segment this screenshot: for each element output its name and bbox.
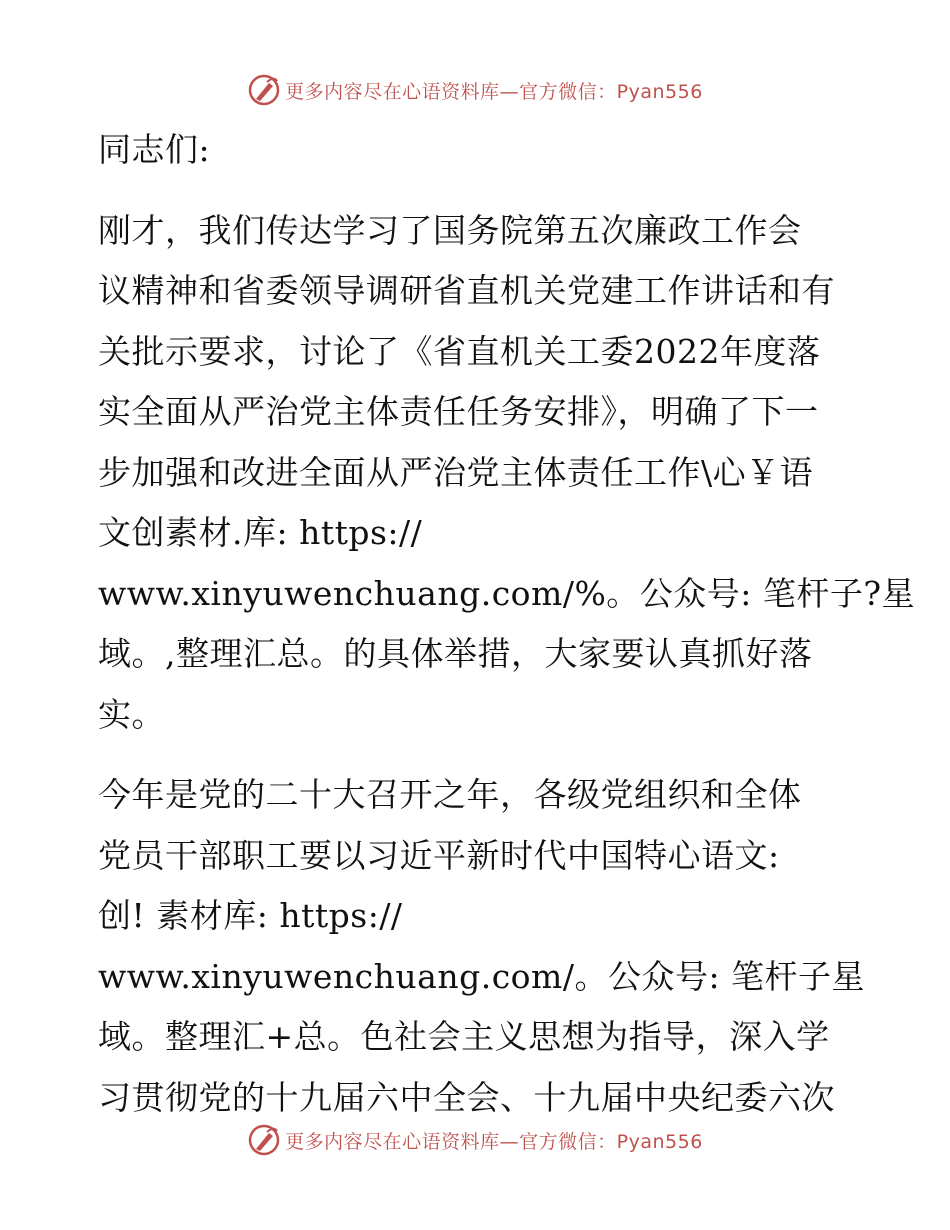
paragraph-2 bbox=[98, 765, 866, 1128]
document-body bbox=[98, 120, 916, 1128]
paragraph-line: 习贯彻党的十九届六中全会、十九届中央纪委六次 bbox=[98, 1077, 835, 1117]
paragraph-line: 创! 素材库: https:// bbox=[98, 896, 403, 935]
paragraph-line: 域。整理汇+总。色社会主义思想为指导，深入学 bbox=[98, 1017, 830, 1056]
paragraph-1 bbox=[98, 201, 916, 746]
paragraph-line: 刚才，我们传达学习了国务院第五次廉政工作会 bbox=[98, 210, 802, 250]
paragraph-line: 今年是党的二十大召开之年，各级党组织和全体 bbox=[98, 775, 802, 814]
pen-logo-icon bbox=[247, 1123, 281, 1157]
paragraph-line: 议精神和省委领导调研省直机关党建工作讲话和有 bbox=[98, 271, 835, 310]
paragraph-line: 关批示要求，讨论了《省直机关工委2022年度落 bbox=[98, 331, 821, 371]
paragraph-line: 实。 bbox=[98, 694, 165, 734]
paragraph-line: 实全面从严治党主体责任任务安排》，明确了下一 bbox=[98, 392, 819, 431]
pen-logo-icon bbox=[247, 73, 281, 107]
salutation: 同志们: bbox=[98, 130, 211, 169]
paragraph-line: www.xinyuwenchuang.com/。公众号: 笔杆子星 bbox=[98, 956, 866, 996]
footer-watermark bbox=[0, 1120, 950, 1160]
paragraph-line: www.xinyuwenchuang.com/%。公众号: 笔杆子?星 bbox=[98, 573, 916, 613]
paragraph-line: 步加强和改进全面从严治党主体责任工作\心￥语 bbox=[98, 452, 814, 492]
header-watermark bbox=[0, 70, 950, 110]
paragraph-line: 党员干部职工要以习近平新时代中国特心语文: bbox=[98, 835, 780, 875]
paragraph-line: 域。,整理汇总。的具体举措，大家要认真抓好落 bbox=[98, 634, 813, 673]
header-watermark-text: 更多内容尽在心语资料库—官方微信：Pyan556 bbox=[285, 80, 703, 103]
paragraph-line: 文创素材.库: https:// bbox=[98, 513, 423, 552]
footer-watermark-text: 更多内容尽在心语资料库—官方微信：Pyan556 bbox=[285, 1130, 703, 1153]
